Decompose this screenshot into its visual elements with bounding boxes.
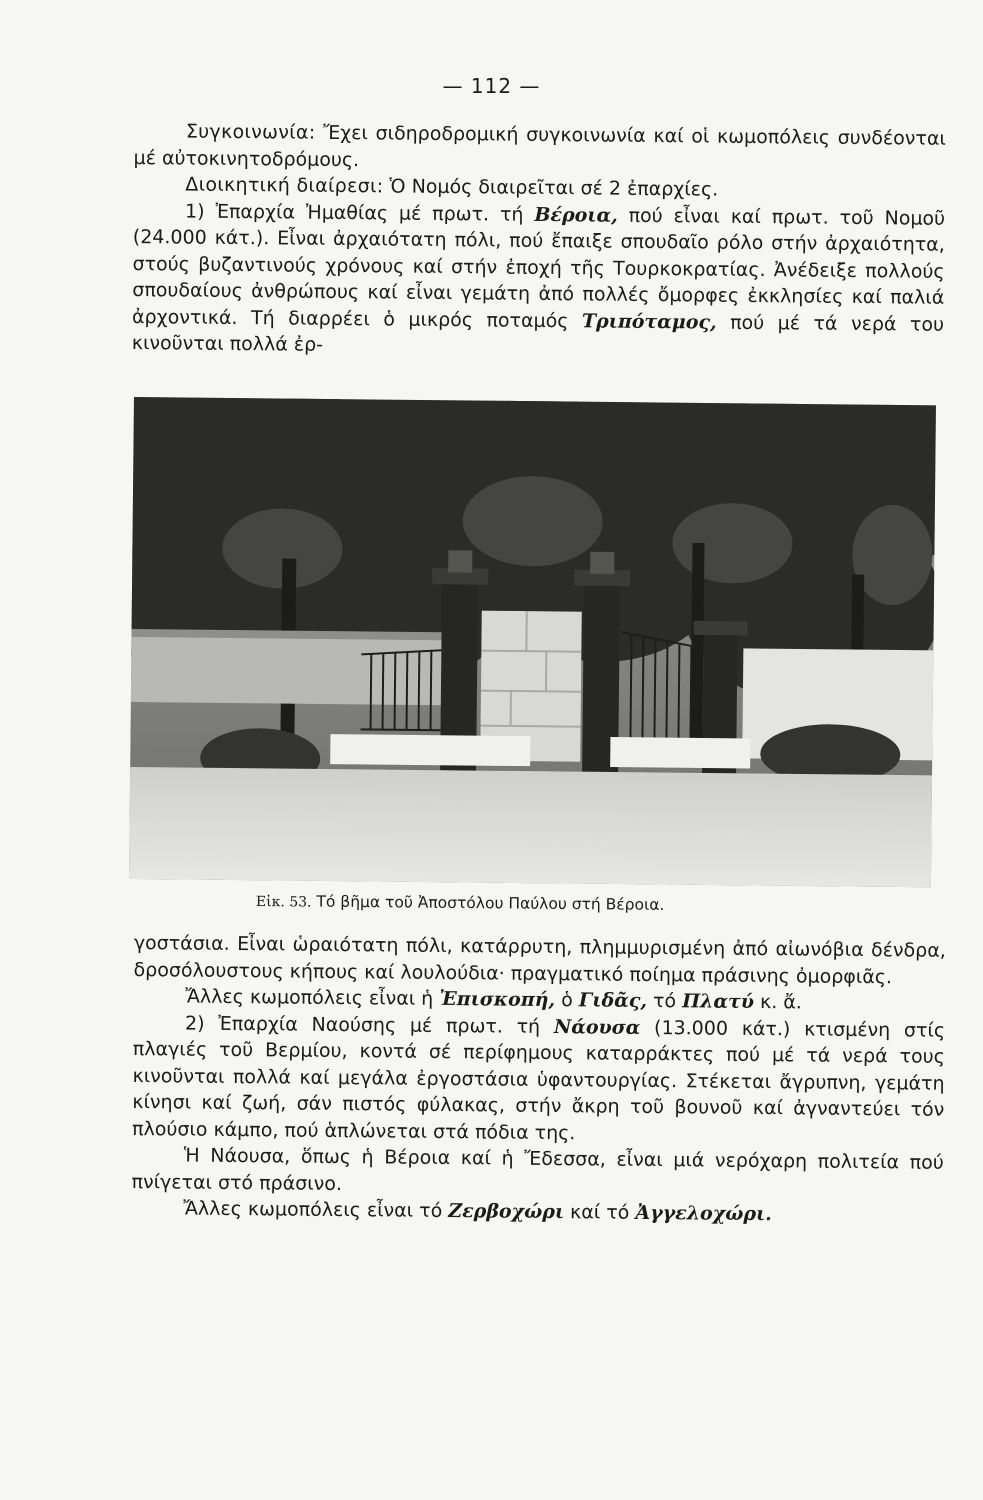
zervochori-name: Ζερβοχώρι — [448, 1200, 565, 1224]
naousa-name: Νάουσα — [553, 1015, 641, 1039]
paragraph-veroia-continued: γοστάσια. Εἶναι ὡραιότατη πόλι, κατάρρυτη, πλημμυρισμένη ἀπό αἰωνόβια δένδρα, δροσόλουστους κήπους καί λουλούδια· πραγματικό ποίημα πράσινης ὀμορφιᾶς. — [133, 931, 946, 988]
division-heading: Διοικητική διαίρεσι: — [185, 173, 384, 198]
naousa-text-a: 2) Ἐπαρχία Ναούσης μέ πρωτ. τή — [185, 1011, 554, 1038]
tripotamos-name: Τριπόταμος, — [581, 309, 717, 334]
imathia-text-a: 1) Ἐπαρχία Ἠμαθίας μέ πρωτ. τή — [185, 199, 535, 226]
imathia-towns-a: Ἄλλες κωμοπόλεις εἶναι ἡ — [185, 985, 440, 1010]
transport-text: Ἔχει σιδηροδρομική συγκοινωνία καί οἱ κωμοπόλεις συνδέονται μέ αὐτοκινητοδρόμους. — [133, 121, 946, 171]
imathia-towns-c: τό — [646, 989, 683, 1013]
page-number: — 112 — — [442, 74, 541, 98]
transport-heading: Συγκοινωνία: — [185, 120, 316, 144]
photo-bema-apostle-paul — [129, 397, 936, 887]
figure-caption-text: Τό βῆμα τοῦ Ἀποστόλου Παύλου στή Βέροια. — [316, 892, 665, 914]
veroia-name: Βέροια, — [534, 203, 618, 227]
naousa-text-b: (13.000 κάτ.) κτισμένη στίς πλαγιές τοῦ Βερμίου, κοντά σέ περίφημους καταρράκτες πού μέ τά νερά τους κινοῦνται πολλά καί μεγάλα ἐργοστάσια ὑφαντουργίας. Στέκεται ἄγρυπνη, γεμάτη κίνησι καί ζωή, σάν πιστός φύλακας, στήν ἄκρη τοῦ βουνοῦ καί ἀγναντεύει τόν πλούσιο κάμπο, πού ἁπλώνεται στά πόδια της. — [131, 1016, 946, 1144]
angelochori-name: Ἀγγελοχώρι. — [635, 1201, 772, 1226]
top-text-block — [132, 118, 946, 364]
imathia-towns-b: ὁ — [555, 989, 579, 1012]
figure-number: Εἰκ. 53. — [255, 893, 312, 911]
bottom-text-block — [131, 930, 946, 1229]
imathia-towns-d: κ. ἄ. — [753, 990, 803, 1014]
naousa-towns-b: καί τό — [563, 1201, 636, 1224]
paragraph-imathia — [132, 197, 945, 364]
imathia-text-b: πού εἶναι καί πρωτ. τοῦ Νομοῦ (24.000 κάτ.). Εἶναι ἀρχαιότατη πόλι, πού ἔπαιξε σπουδαῖο ρόλο στήν ἀρχαιότητα, στούς βυζαντινούς χρόνους καί στήν ἐποχή τῆς Τουρκοκρατίας. Ἀνέδειξε πολλούς σπουδαίους ἀνθρώπους καί εἶναι γεμάτη ἀπό πολλές ὄμορφες ἐκκλησίες καί παλιά ἀρχοντικά. Τή διαρρέει ὁ μικρός ποταμός — [131, 204, 946, 332]
figure-caption — [256, 892, 665, 914]
gidas-name: Γιδᾶς, — [578, 989, 648, 1012]
paragraph-transport — [133, 118, 945, 179]
division-text: Ὁ Νομός διαιρεῖται σέ 2 ἐπαρχίες. — [383, 175, 719, 201]
paragraph-naousa-green: Ἡ Νάουσα, ὅπως ἡ Βέροια καί ἡ Ἔδεσσα, εἶναι μιά νερόχαρη πολιτεία πού πνίγεται στό πράσινο. — [131, 1144, 944, 1195]
photo-illustration — [129, 397, 936, 887]
imathia-text-c: πού μέ τά νερά του κινοῦνται πολλά ἐρ- — [131, 311, 945, 356]
platy-name: Πλατύ — [682, 990, 755, 1013]
episkopi-name: Ἐπισκοπή, — [439, 987, 556, 1012]
paragraph-naousa-province — [132, 1009, 945, 1149]
naousa-towns-a: Ἄλλες κωμοπόλεις εἶναι τό — [183, 1197, 449, 1223]
